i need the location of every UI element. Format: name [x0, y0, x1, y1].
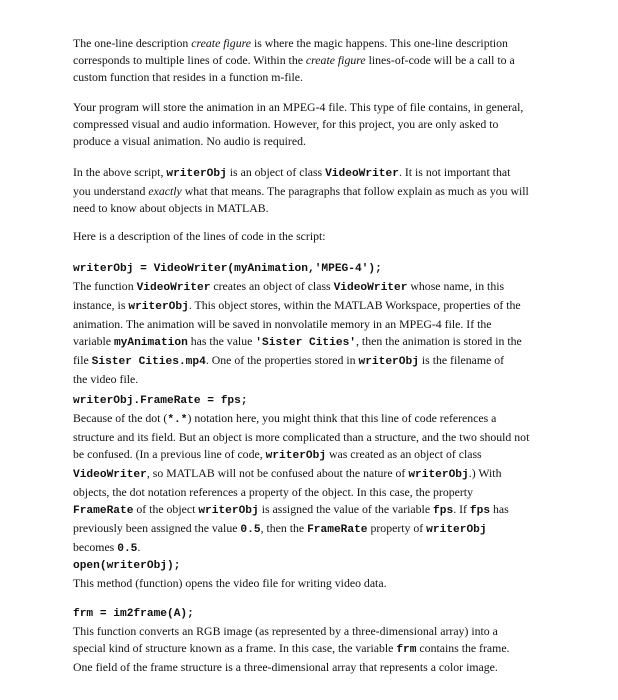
text-run: you understand — [73, 184, 149, 198]
text-run: file — [73, 353, 92, 367]
inline-code: 'Sister Cities' — [255, 337, 357, 349]
inline-code: writerObj — [198, 505, 259, 517]
text-run: ) notation here, you might think that this line of code references a — [187, 411, 497, 425]
text-line — [73, 465, 551, 484]
text-run: is the filename of — [418, 353, 505, 367]
text-run: contains the frame. — [416, 641, 510, 655]
text-line — [73, 69, 551, 86]
text-run: is assigned the value of the variable — [258, 502, 434, 516]
text-run: be confused. (In a previous line of code, — [73, 447, 266, 461]
inline-code: writerObj — [426, 524, 487, 536]
text-run: The function — [73, 279, 137, 293]
text-line — [73, 228, 551, 245]
text-run: . This object stores, within the MATLAB Workspace, properties of the — [188, 298, 521, 312]
text-line — [73, 484, 551, 501]
inline-code: fps — [433, 505, 454, 517]
text-run: , so MATLAB will not be confused about the nature of — [146, 466, 409, 480]
text-run: produce a visual animation. No audio is required. — [73, 134, 306, 148]
inline-code: frm — [396, 644, 417, 656]
text-line — [73, 333, 551, 352]
text-run: . It is not important that — [398, 165, 511, 179]
italic-text: create figure — [191, 36, 251, 50]
text-run: the video file. — [73, 372, 139, 386]
text-run: The one-line description — [73, 36, 192, 50]
text-line — [73, 316, 551, 333]
inline-code: writerObj — [128, 301, 189, 313]
text-run: variable — [73, 334, 114, 348]
italic-text: exactly — [148, 184, 182, 198]
inline-code: Sister Cities.mp4 — [91, 356, 206, 368]
text-line — [73, 116, 551, 133]
text-line — [73, 278, 551, 297]
text-run: need to know about objects in MATLAB. — [73, 201, 269, 215]
text-line — [73, 52, 551, 69]
text-run: creates an object of class — [210, 279, 334, 293]
text-line — [73, 659, 551, 676]
text-run: One field of the frame structure is a three-dimensional array that represents a color image. — [73, 660, 498, 674]
paragraph-create-figure — [73, 35, 551, 86]
text-run: what that means. The paragraphs that follow explain as much as you will — [181, 184, 529, 198]
text-line — [73, 623, 551, 640]
inline-code: fps — [469, 505, 491, 517]
paragraph-mpeg4 — [73, 99, 551, 150]
inline-code: myAnimation — [113, 337, 188, 349]
inline-code: 0.5 — [240, 524, 261, 536]
text-line — [73, 297, 551, 316]
text-line — [73, 446, 551, 465]
text-line — [73, 133, 551, 150]
text-line — [73, 410, 551, 429]
text-line — [73, 183, 551, 200]
code-line: writerObj = VideoWriter(myAnimation,'MPEG-4'); — [73, 263, 382, 275]
inline-code: writerObj — [408, 469, 469, 481]
text-run: objects, the dot notation references a property of the object. In this case, the property — [73, 485, 473, 499]
text-run: . If — [453, 502, 470, 516]
inline-code: VideoWriter — [73, 469, 147, 481]
inline-code: VideoWriter — [136, 282, 211, 294]
text-run: corresponds to multiple lines of code. Within the — [73, 53, 306, 67]
text-run: .) With — [468, 466, 502, 480]
text-run: Because of the dot ( — [73, 411, 168, 425]
text-run: was created as an object of class — [326, 447, 482, 461]
section-open — [73, 558, 551, 592]
text-run: . — [137, 540, 141, 554]
inline-code: 0.5 — [117, 543, 138, 555]
text-line — [73, 640, 551, 659]
text-run: becomes — [73, 540, 118, 554]
paragraph-script-description — [73, 228, 551, 245]
text-run: Here is a description of the lines of code in the script: — [73, 229, 326, 243]
text-line — [73, 99, 551, 116]
paragraph-writerobj-intro — [73, 164, 551, 217]
text-line — [73, 35, 551, 52]
text-run: , then the — [260, 521, 308, 535]
section-im2frame — [73, 606, 551, 676]
text-run: of the object — [133, 502, 199, 516]
text-line — [73, 429, 551, 446]
inline-code: FrameRate — [307, 524, 368, 536]
text-run: structure and its field. But an object is more complicated than a structure, and the two should not — [73, 430, 530, 444]
inline-code: writerObj — [166, 168, 227, 180]
text-line — [73, 575, 551, 592]
inline-code: writerObj — [358, 356, 419, 368]
italic-text: create figure — [305, 53, 366, 67]
text-run: has — [490, 502, 509, 516]
text-line — [73, 520, 551, 539]
code-line: writerObj.FrameRate = fps; — [73, 395, 248, 407]
text-run: . One of the properties stored in — [205, 353, 359, 367]
text-run: Your program will store the animation in an MPEG-4 file. This type of file contains, in general, — [73, 100, 524, 114]
text-line — [73, 539, 551, 558]
text-line — [73, 200, 551, 217]
text-run: property of — [367, 521, 427, 535]
text-run: , then the animation is stored in the — [356, 334, 522, 348]
text-run: has the value — [187, 334, 256, 348]
inline-code: writerObj — [265, 450, 327, 462]
text-run: This function converts an RGB image (as represented by a three-dimensional array) into a — [73, 624, 498, 638]
text-run: compressed visual and audio information. However, for this project, you are only asked to — [73, 117, 499, 131]
text-run: is where the magic happens. This one-line description — [251, 36, 508, 50]
text-run: lines-of-code will be a call to a — [365, 53, 515, 67]
inline-code: VideoWriter — [333, 282, 408, 294]
section-videowriter — [73, 261, 551, 388]
text-run: previously been assigned the value — [73, 521, 241, 535]
text-run: custom function that resides in a function m-file. — [73, 70, 303, 84]
text-line — [73, 501, 551, 520]
text-run: whose name, in this — [407, 279, 505, 293]
inline-code: *.* — [167, 414, 188, 426]
code-line: open(writerObj); — [73, 560, 181, 572]
inline-code: VideoWriter — [325, 168, 399, 180]
text-run: is an object of class — [226, 165, 326, 179]
text-run: instance, is — [73, 298, 129, 312]
text-line — [73, 164, 551, 183]
text-line — [73, 352, 551, 371]
text-run: This method (function) opens the video file for writing video data. — [73, 576, 387, 590]
text-run: In the above script, — [73, 165, 167, 179]
inline-code: FrameRate — [73, 505, 134, 517]
section-framerate — [73, 393, 551, 558]
text-run: special kind of structure known as a frame. In this case, the variable — [73, 641, 397, 655]
text-run: animation. The animation will be saved in nonvolatile memory in an MPEG-4 file. If the — [73, 317, 492, 331]
text-line — [73, 371, 551, 388]
code-line: frm = im2frame(A); — [73, 608, 194, 620]
